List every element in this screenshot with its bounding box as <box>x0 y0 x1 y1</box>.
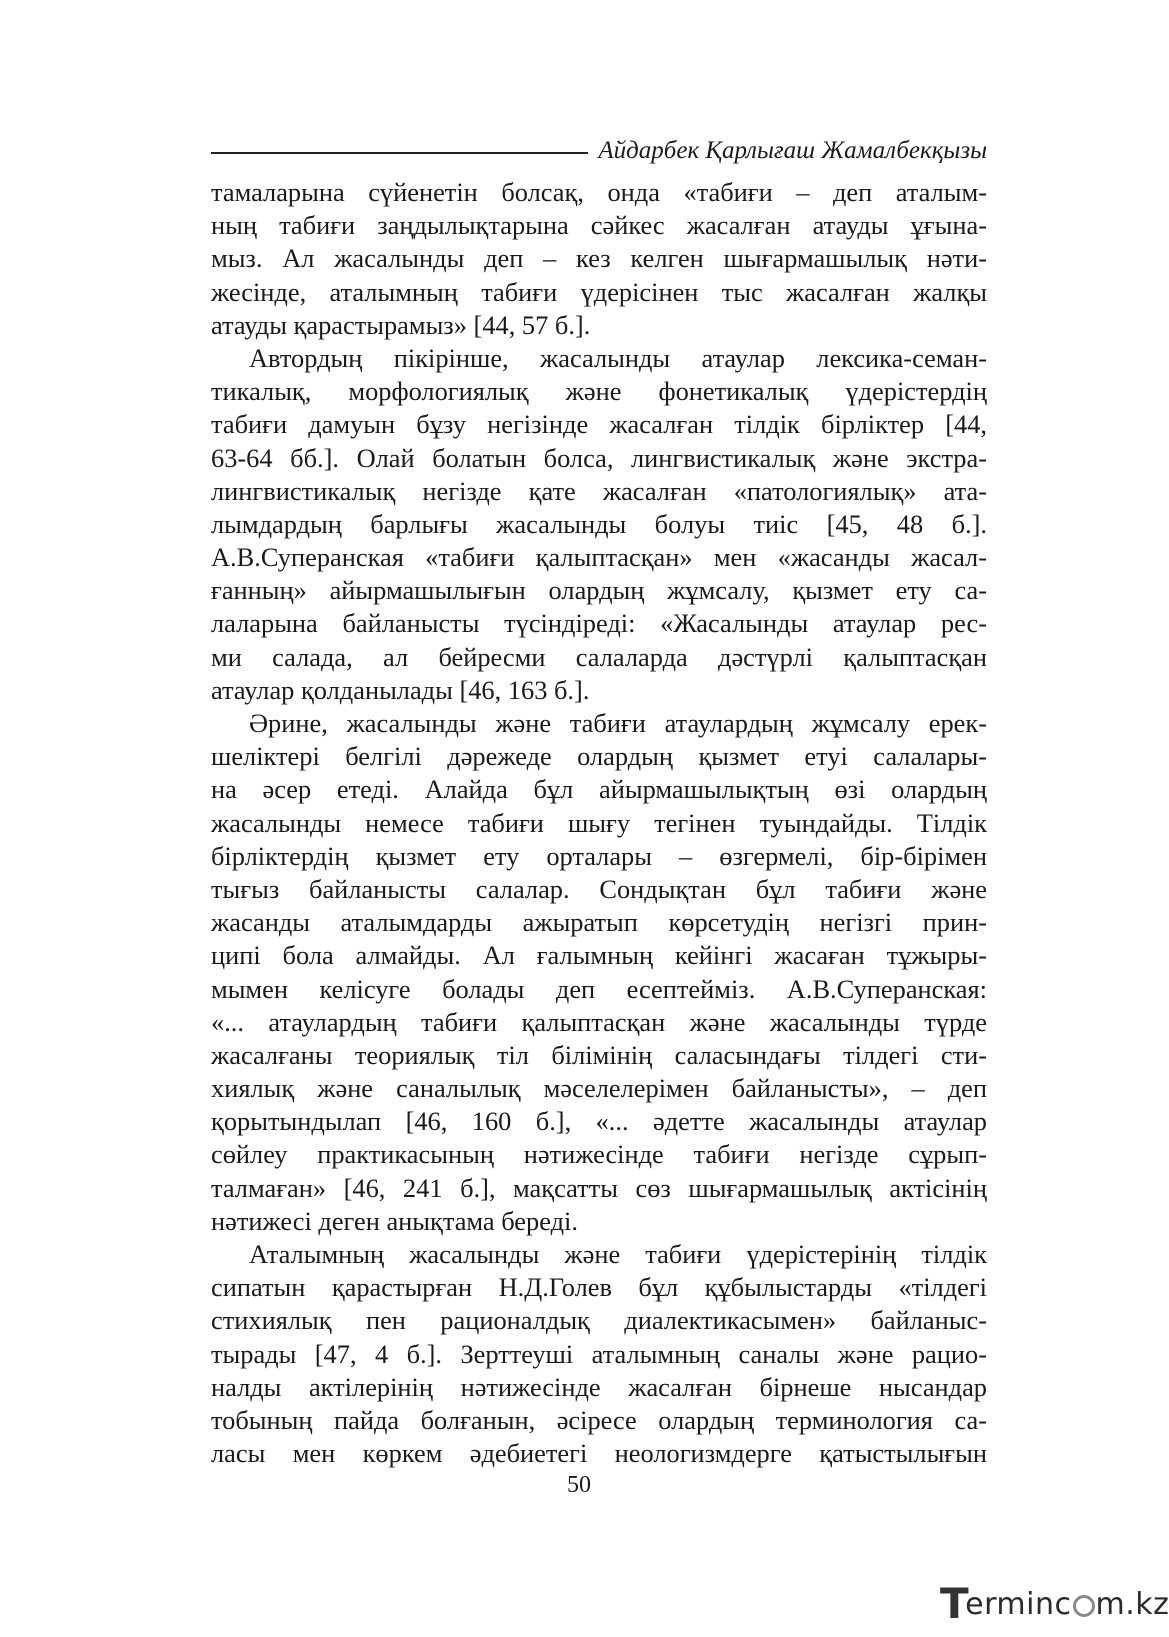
text-line: лингвистикалық негізде қате жасалған «патологиялық» ата- <box>211 475 987 506</box>
text-line: бірліктердің қызмет ету орталары – өзгермелі, бір-бірімен <box>211 840 987 871</box>
page-number: 50 <box>567 1472 591 1498</box>
text-line: сипатын қарастырған Н.Д.Голев бұл құбылыстарды «тілдегі <box>211 1272 987 1303</box>
watermark-part1: erminc <box>965 1586 1072 1622</box>
text-line: Автордың пікірінше, жасалынды атаулар лексика-семан- <box>249 342 987 373</box>
text-line: лаларына байланысты түсіндіреді: «Жасалынды атаулар рес- <box>211 608 987 639</box>
text-line: ласы мен көркем әдебиетегі неологизмдерге қатыстылығын <box>211 1438 987 1469</box>
text-line: атаулар қолданылады [46, 163 б.]. <box>211 674 590 705</box>
text-line: ми салада, ал бейресми салаларда дәстүрлі қалыптасқан <box>211 641 987 672</box>
text-line: лымдардың барлығы жасалынды болуы тиіс [45, 48 б.]. <box>211 508 987 539</box>
text-line: тобының пайда болғанын, әсіресе олардың терминология са- <box>211 1404 987 1435</box>
text-line: сөйлеу практикасының нәтижесінде табиғи негізде сұрып- <box>211 1139 987 1170</box>
text-line: тырады [47, 4 б.]. Зерттеуші аталымның саналы және рацио- <box>211 1338 987 1369</box>
text-line: жасанды аталымдарды ажыратып көрсетудің негізгі прин- <box>211 907 987 938</box>
watermark-t: T <box>940 1579 970 1628</box>
watermark-logo <box>940 1579 1169 1628</box>
text-line: жасалғаны теориялық тіл білімінің саласындағы тілдегі сти- <box>211 1039 987 1070</box>
watermark-o-icon <box>1073 1595 1095 1617</box>
text-line: шеліктері белгілі дәрежеде олардың қызмет етуі салалары- <box>211 741 987 772</box>
running-header <box>211 131 987 171</box>
text-line: стихиялық пен рационалдық диалектикасымен» байланыс- <box>211 1305 987 1336</box>
text-line: ципі бола алмайды. Ал ғалымның кейінгі жасаған тұжыры- <box>211 940 987 971</box>
text-line: тамаларына сүйенетін болсақ, онда «табиғи – деп аталым- <box>211 177 987 207</box>
text-line: 63-64 бб.]. Олай болатын болса, лингвистикалық және экстра- <box>211 442 987 473</box>
text-line: А.В.Суперанская «табиғи қалыптасқан» мен «жасанды жасал- <box>211 542 987 573</box>
text-line: табиғи дамуын бұзу негізінде жасалған тілдік бірліктер [44, <box>211 409 987 440</box>
text-line: нәтижесі деген анықтама береді. <box>211 1205 578 1236</box>
text-line: атауды қарастырамыз» [44, 57 б.]. <box>211 309 591 340</box>
text-line: ғанның» айырмашылығын олардың жұмсалу, қызмет ету са- <box>211 575 987 606</box>
text-line: тикалық, морфологиялық және фонетикалық үдерістердің <box>211 376 987 407</box>
text-line: ның табиғи заңдылықтарына сәйкес жасалған атауды ұғына- <box>211 210 987 241</box>
text-line: жесінде, аталымның табиғи үдерісінен тыс жасалған жалқы <box>211 276 987 307</box>
text-line: қорытындылап [46, 160 б.], «... әдетте жасалынды атаулар <box>211 1106 987 1137</box>
header-author: Айдарбек Қарлығаш Жамалбекқызы <box>598 137 987 164</box>
text-line: налды актілерінің нәтижесінде жасалған бірнеше нысандар <box>211 1371 987 1402</box>
text-line: тығыз байланысты салалар. Сондықтан бұл табиғи және <box>211 873 987 904</box>
text-line: мымен келісуге болады деп есептейміз. А.В.Суперанская: <box>211 973 987 1004</box>
text-line: хиялық және саналылық мәселелерімен байланысты», – деп <box>211 1073 987 1104</box>
watermark-part2: m.kz <box>1095 1586 1169 1622</box>
text-line: Аталымның жасалынды және табиғи үдерістерінің тілдік <box>249 1239 987 1269</box>
text-line: Әрине, жасалынды және табиғи атаулардың жұмсалу ерек- <box>249 708 987 738</box>
text-line: на әсер етеді. Алайда бұл айырмашылықтың өзі олардың <box>211 774 987 805</box>
text-line: «... атаулардың табиғи қалыптасқан және жасалынды түрде <box>211 1006 987 1037</box>
text-line: жасалынды немесе табиғи шығу тегінен туындайды. Тілдік <box>211 807 987 838</box>
text-line: талмаған» [46, 241 б.], мақсатты сөз шығармашылық актісінің <box>211 1172 987 1203</box>
body-text <box>211 176 987 1470</box>
text-line: мыз. Ал жасалынды деп – кез келген шығармашылық нәти- <box>211 243 987 274</box>
header-rule <box>211 152 588 154</box>
